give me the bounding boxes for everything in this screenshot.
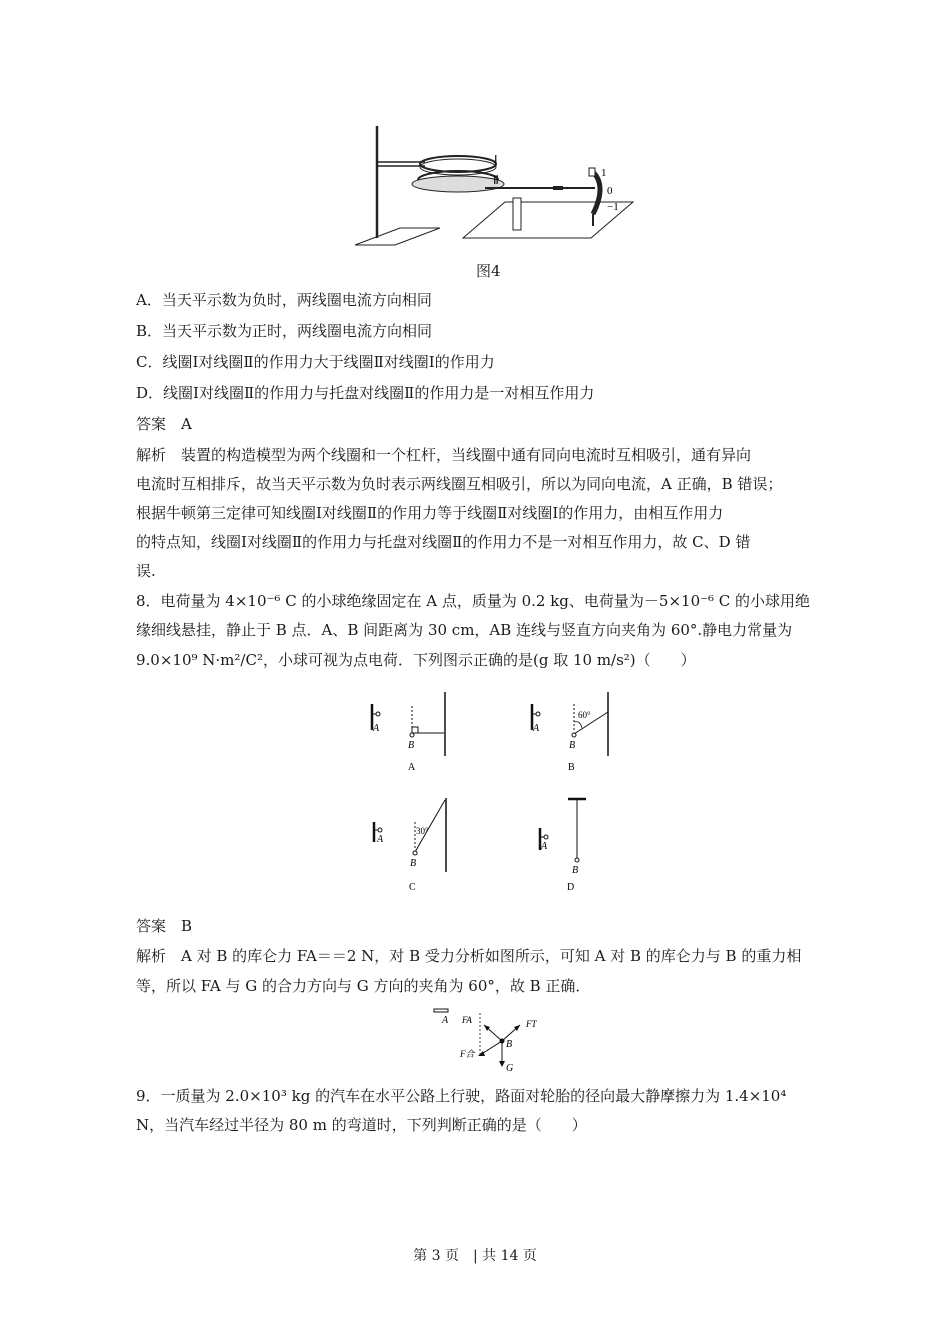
fig-a-label-b: B: [408, 740, 415, 751]
q7-option-c: C．线圈Ⅰ对线圈Ⅱ的作用力大于线圈Ⅱ对线圈Ⅰ的作用力: [136, 353, 495, 371]
fig-d-caption: D: [567, 882, 575, 893]
q7-analysis-line-2: 电流时互相排斥，故当天平示数为负时表示两线圈互相吸引，所以为同向电流，A 正确，B 错误；: [136, 475, 783, 493]
fig-a-caption: A: [408, 762, 416, 773]
page-footer: 第 3 页 | 共 14 页: [413, 1248, 537, 1264]
fig-a-label-a: A: [373, 723, 380, 734]
q7-analysis-line-4: 的特点知，线圈Ⅰ对线圈Ⅱ的作用力与托盘对线圈Ⅱ的作用力不是一对相互作用力，故 C、D 错: [136, 533, 751, 551]
figure-d: [540, 799, 586, 893]
force-label-a: A: [442, 1015, 449, 1026]
force-label-b: B: [506, 1039, 513, 1050]
q8-stem-line-1: 8．电荷量为 4×10⁻⁶ C 的小球绝缘固定在 A 点，质量为 0.2 kg、电荷量为－5×10⁻⁶ C 的小球用绝: [136, 592, 811, 610]
fig-c-label-b: B: [410, 858, 417, 869]
q9-stem-line-2: N，当汽车经过半径为 80 m 的弯道时，下列判断正确的是（ ）: [136, 1116, 587, 1134]
fig-b-angle: 60°: [578, 710, 591, 720]
force-label-g: G: [506, 1063, 514, 1074]
q7-analysis-line-5: 误.: [136, 562, 156, 580]
q8-analysis-line-1: 解析 A 对 B 的库仑力 FA＝＝2 N，对 B 受力分析如图所示，可知 A 对 B 的库仑力与 B 的重力相: [136, 947, 802, 965]
q8-analysis-line-2: 等，所以 FA 与 G 的合力方向与 G 方向的夹角为 60°，故 B 正确．: [136, 977, 591, 995]
q8-stem-line-2: 缘细线悬挂，静止于 B 点．A、B 间距离为 30 cm，AB 连线与竖直方向夹角为 60°.静电力常量为: [136, 621, 793, 639]
fig-d-label-a: A: [541, 841, 548, 852]
fig-c-label-a: A: [377, 834, 384, 845]
fig-b-label-b: B: [569, 740, 576, 751]
q7-analysis-line-3: 根据牛顿第三定律可知线圈Ⅰ对线圈Ⅱ的作用力等于线圈Ⅱ对线圈Ⅰ的作用力，由相互作用力: [136, 504, 724, 522]
scale-mid-label: 0: [607, 185, 613, 197]
figure-c: [374, 798, 446, 893]
force-label-ft: FT: [526, 1019, 537, 1029]
fig-c-angle: 30°: [416, 826, 429, 836]
fig-b-caption: B: [568, 762, 575, 773]
force-diagram: [428, 1003, 548, 1075]
scale-bot-label: −1: [607, 201, 619, 213]
q7-answer: 答案 A: [136, 415, 192, 433]
fig-d-label-b: B: [572, 865, 579, 876]
figure-4-caption: 图4: [476, 262, 501, 280]
q8-stem-line-3: 9.0×10⁹ N·m²/C²，小球可视为点电荷．下列图示正确的是(g 取 10 m/s²)（ ）: [136, 651, 696, 669]
coil-2-label: Ⅱ: [493, 173, 499, 187]
force-label-fa: FA: [462, 1015, 472, 1025]
q7-analysis-line-1: 解析 装置的构造模型为两个线圈和一个杠杆，当线圈中通有同向电流时互相吸引，通有异向: [136, 446, 752, 464]
q7-option-a: A．当天平示数为负时，两线圈电流方向相同: [136, 291, 432, 309]
fig-b-label-a: A: [533, 723, 540, 734]
coil-1-label: Ⅰ: [494, 153, 498, 167]
figure-b: [532, 692, 608, 773]
fig-c-caption: C: [409, 882, 416, 893]
figure-4-apparatus: [345, 120, 635, 250]
force-label-fhe: F合: [460, 1049, 475, 1059]
q8-option-figures: [360, 692, 620, 902]
q7-option-d: D．线圈Ⅰ对线圈Ⅱ的作用力与托盘对线圈Ⅱ的作用力是一对相互作用力: [136, 384, 595, 402]
q7-option-b: B．当天平示数为正时，两线圈电流方向相同: [136, 322, 433, 340]
q9-stem-line-1: 9．一质量为 2.0×10³ kg 的汽车在水平公路上行驶，路面对轮胎的径向最大静摩擦力为 1.4×10⁴: [136, 1087, 787, 1105]
q8-answer: 答案 B: [136, 917, 193, 935]
scale-top-label: 1: [601, 167, 607, 179]
figure-a: [372, 692, 445, 773]
